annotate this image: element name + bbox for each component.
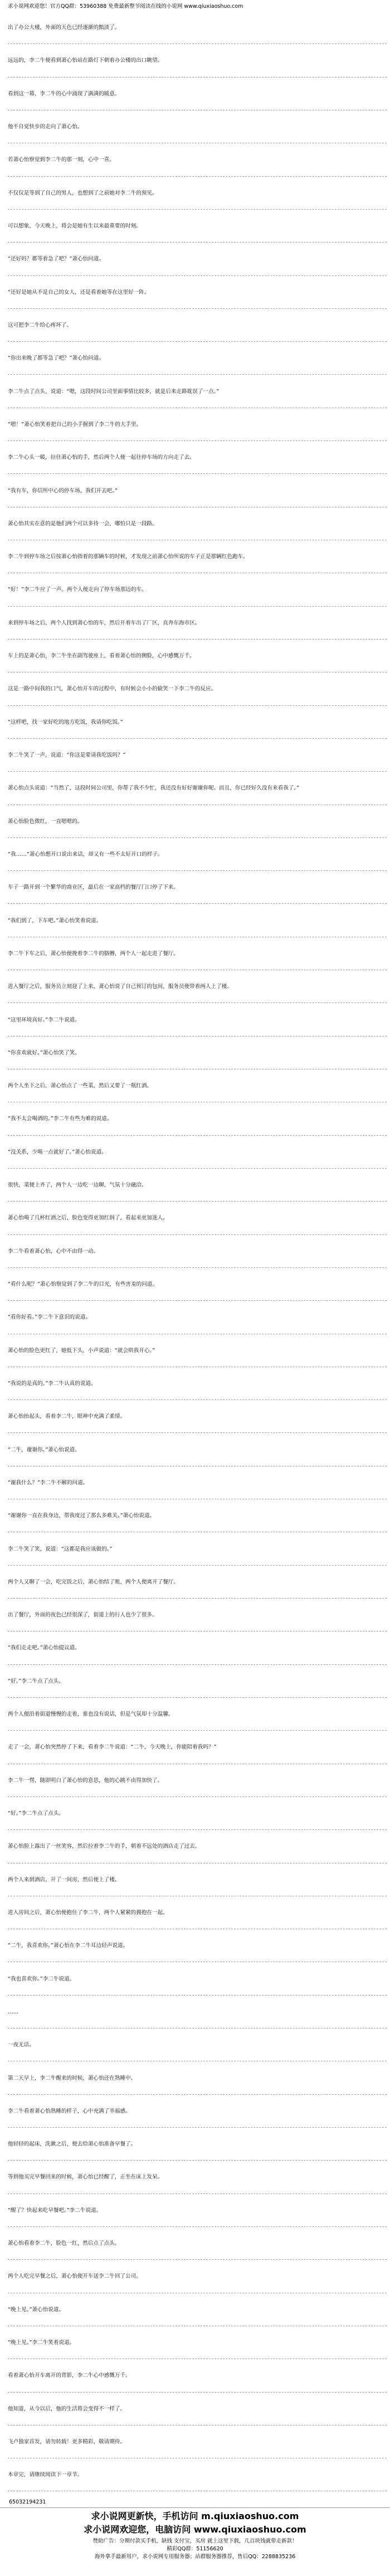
- chapter-paragraph: “还好是她从不是自己的女人，还是看着她等在这里好一阵。: [8, 276, 387, 309]
- chapter-paragraph: 很快，菜便上齐了，两个人一边吃一边聊，气氛十分融洽。: [8, 1169, 387, 1202]
- chapter-paragraph: “我们走走吧。”萧心怡提议道。: [8, 1631, 387, 1664]
- chapter-paragraph: “这里环境真好。”李二牛说道。: [8, 1003, 387, 1036]
- chapter-paragraph: “还好吗？都等着急了吧？”萧心怡问道。: [8, 243, 387, 275]
- chapter-paragraph: 他轻轻的起床，洗漱之后，便去给萧心怡准备早餐了。: [8, 2128, 387, 2161]
- footer-server-ad[interactable]: 海外拿手最新用户，求小说网专用服务器；站群服务器推荐，售后QQ：2288835236: [94, 2554, 296, 2560]
- chapter-paragraph: 进入房间之后，萧心怡便抱住了李二牛，两个人紧紧的拥抱在一起。: [8, 1896, 387, 1929]
- chapter-paragraph: “我们到了，下车吧。”萧心怡笑着说道。: [8, 904, 387, 937]
- chapter-paragraph: “好。”李二牛点了点头。: [8, 1665, 387, 1698]
- chapter-paragraph: “这样吧，找一家好吃的地方吃饭，我请你吃饭。”: [8, 706, 387, 739]
- chapter-paragraph: “二牛，谢谢你。”萧心怡说道。: [8, 1433, 387, 1466]
- chapter-paragraph: 萧心怡喝了几杯红酒之后，脸色变得更加红润了，看起来更加迷人。: [8, 1202, 387, 1234]
- chapter-paragraph: 这可把李二牛给心疼坏了。: [8, 309, 387, 342]
- footer-code: 6503219423​1: [9, 2499, 46, 2505]
- chapter-paragraph: ……: [8, 1996, 387, 2028]
- chapter-paragraph: 这是一路中间我的口气，萧心怡开车的过程中，有时候会小小的偷笑一下李二牛的反应。: [8, 672, 387, 705]
- chapter-paragraph: 他知道，从今以后，他的生活将会变得不一样了。: [8, 2393, 387, 2425]
- chapter-paragraph: 萧心怡脸色微红，一直嗯嗯的。: [8, 805, 387, 838]
- chapter-paragraph: “看什么呢？”萧心怡察觉到了李二牛的目光，有些害羞的问道。: [8, 1268, 387, 1301]
- chapter-paragraph: 萧心怡点头说道：“当然了，这段时间公司里，你帮了我不少忙，我还没有好好谢谢你呢。而且，你已经好久没有来看我了。”: [8, 772, 387, 805]
- chapter-body: [8, 11, 387, 2491]
- chapter-paragraph: 萧心怡看着李二牛，脸色一红，然后点了点头。: [8, 2227, 387, 2260]
- chapter-paragraph: “你喜欢就好。”萧心怡笑了笑。: [8, 1037, 387, 1069]
- chapter-paragraph: 两个人吃完早餐之后，萧心怡便开车送李二牛回了公司。: [8, 2260, 387, 2293]
- chapter-paragraph: 李二牛下车之后，萧心怡便挽着李二牛的胳膊，两个人一起走进了餐厅。: [8, 937, 387, 970]
- chapter-paragraph: 萧心怡脸上露出了一丝笑容，然后拉着李二牛的手，朝着不远处的酒店走了过去。: [8, 1830, 387, 1863]
- chapter-paragraph: “二牛，我喜欢你。”萧心怡在李二牛耳边轻声说道。: [8, 1929, 387, 1962]
- chapter-paragraph: 李二牛看着萧心怡熟睡的样子，心中充满了幸福感。: [8, 2095, 387, 2128]
- footer-mobile-link[interactable]: 求小说网更新快，手机访问 m.qiuxiaoshuo.com: [91, 2511, 299, 2521]
- chapter-paragraph: 不仅仅是等到了自己的男人，也想到了之前她对李二牛的预见。: [8, 177, 387, 210]
- chapter-paragraph: 出了餐厅，外面的夜色已经很深了，街道上的行人也少了很多。: [8, 1599, 387, 1631]
- chapter-paragraph: “我说的是真的。”李二牛认真的说道。: [8, 1367, 387, 1400]
- chapter-paragraph: 一夜无话。: [8, 2028, 387, 2061]
- chapter-paragraph: “好！”李二牛应了一声。两个人便走向了停车场那边的车。: [8, 573, 387, 606]
- footer-qq-group: 精彩QQ群：51156620: [167, 2546, 223, 2552]
- footer-desktop-link[interactable]: 求小说网欢迎您，电脑访问 www.qiuxiaoshuo.com: [84, 2524, 306, 2535]
- chapter-paragraph: 李二牛到停车场之后按萧心怡指着的那辆车的时候，才发现之前萧心怡所说的车子正是那辆红色跑车。: [8, 540, 387, 573]
- chapter-paragraph: 出了办公大楼，外面的天色已经逐渐的黯淡了。: [8, 11, 387, 44]
- chapter-paragraph: 李二牛笑了一声，说道：“你这是要请我吃饭吗？”: [8, 739, 387, 772]
- chapter-paragraph: 萧心怡的脸色更红了，她低下头，小声说道：“就会哄我开心。”: [8, 1334, 387, 1367]
- chapter-paragraph: 进入餐厅之后，服务员立刻迎了上来，萧心怡说了自己预订的包间，服务员便带着两人上了楼。: [8, 970, 387, 1003]
- chapter-paragraph: “我不太会喝酒的。”李二牛有些为难的说道。: [8, 1102, 387, 1135]
- site-banner: 求小说网欢迎您！官方QQ群：53960388 免费最新整节阅读在线的小说网 www.qiuxiaoshuo.com: [8, 3, 243, 9]
- chapter-paragraph: “嗯！”萧心怡笑着把自己的小手握到了李二牛的大手里。: [8, 408, 387, 441]
- chapter-paragraph: 萧心怡抬起头，看着李二牛，眼神中充满了柔情。: [8, 1400, 387, 1433]
- chapter-paragraph: 本章完，请继续阅读下一章节。: [8, 2458, 387, 2491]
- chapter-paragraph: 看着萧心怡开车离开的背影，李二牛心中感慨万千。: [8, 2359, 387, 2392]
- footer: [0, 2497, 390, 2576]
- chapter-paragraph: “谢谢你一直在我身边，帮我度过了那么多难关。”萧心怡说道。: [8, 1499, 387, 1532]
- chapter-paragraph: 第二天早上，李二牛醒来的时候，萧心怡还在熟睡中。: [8, 2061, 387, 2094]
- chapter-paragraph: 他不自觉快步的走向了萧心怡。: [8, 110, 387, 143]
- chapter-paragraph: “晚上见。”萧心怡说道。: [8, 2293, 387, 2326]
- footer-divider: [0, 2507, 390, 2508]
- chapter-paragraph: 两个人坐下之后，萧心怡点了一些菜，然后又要了一瓶红酒。: [8, 1069, 387, 1102]
- chapter-paragraph: 车子一路开到一个繁华的商业区，最后在一家高档的餐厅门口停了下来。: [8, 871, 387, 904]
- chapter-paragraph: 李二牛看着萧心怡，心中不由得一动。: [8, 1235, 387, 1268]
- chapter-paragraph: “晚上见。”李二牛笑着说道。: [8, 2326, 387, 2359]
- footer-ad-text[interactable]: 赞助广告：分期付款买手机，缺钱 支付宝，买房 就上这里下载，几百块钱就带走新款！: [92, 2538, 298, 2544]
- chapter-paragraph: 李二牛笑了笑，说道：“这都是我应该做的。”: [8, 1532, 387, 1565]
- chapter-paragraph: 看到这一幕，李二牛的心中涌现了满满的暖意。: [8, 78, 387, 110]
- chapter-paragraph: 萧心怡其实在意的是他们两个可以多待一会，哪怕只是一段路。: [8, 507, 387, 540]
- chapter-paragraph: “我有车，你信所中心的停车场，我们开去吧。”: [8, 474, 387, 507]
- chapter-paragraph: 远远的，李二牛便看到萧心怡站在路灯下朝着办公楼的出口眺望。: [8, 44, 387, 77]
- chapter-paragraph: 走了一会，萧心怡突然停了下来，看着李二牛说道：“二牛，今天晚上，你能陪着我吗？”: [8, 1731, 387, 1764]
- chapter-paragraph: 等到他买完早餐回来的时候，萧心怡已经醒了，正坐在床上发呆。: [8, 2161, 387, 2194]
- chapter-paragraph: 车上的是萧心怡，李二牛坐在副驾驶座上，看着萧心怡的侧脸，心中感慨万千。: [8, 640, 387, 672]
- chapter-paragraph: “我也喜欢你。”李二牛说道。: [8, 1962, 387, 1995]
- chapter-paragraph: 可以想象，今天晚上，将会是她有生以来最重要的时刻。: [8, 210, 387, 243]
- chapter-paragraph: “醒了？快起来吃早餐吧。”李二牛说道。: [8, 2194, 387, 2227]
- chapter-paragraph: “我……”萧心怡想开口说出来话，却又有一些不太好开口的样子。: [8, 838, 387, 871]
- chapter-paragraph: “好。”李二牛点了点头。: [8, 1797, 387, 1830]
- chapter-paragraph: “你出来晚了都等急了吧？”萧心怡问道。: [8, 342, 387, 375]
- chapter-paragraph: “看你好看。”李二牛下意识的说道。: [8, 1301, 387, 1334]
- chapter-paragraph: 李二牛心头一暖，拉住萧心怡的手，然后两个人便一起往停车场的方向走了去。: [8, 441, 387, 474]
- chapter-paragraph: 两个人便沿着街道慢慢的走着，谁也没有说话，但是气氛却十分温馨。: [8, 1698, 387, 1731]
- chapter-paragraph: 李二牛一愣，随即明白了萧心怡的意思，他的心跳不由得加快了。: [8, 1764, 387, 1797]
- chapter-paragraph: 李二牛点了点头，说道：“嗯，这段时间公司里面事情比较多，就是后来走路耽误了一点。”: [8, 375, 387, 408]
- chapter-paragraph: “没关系，少喝一点就好了。”萧心怡说道。: [8, 1136, 387, 1169]
- chapter-paragraph: 两个人来到酒店，开了一间房，然后便上了楼。: [8, 1863, 387, 1896]
- chapter-paragraph: “谢我什么？”李二牛不解的问道。: [8, 1466, 387, 1499]
- chapter-paragraph: 两个人又聊了一会，吃完饭之后，萧心怡结了账，两个人便离开了餐厅。: [8, 1566, 387, 1599]
- chapter-paragraph: 若萧心怡察觉到李二牛的那一刻，心中一喜。: [8, 143, 387, 176]
- chapter-paragraph: 飞卢独家首发，请勿转载！更多精彩，敬请期待。: [8, 2425, 387, 2458]
- chapter-paragraph: 来到停车场之后，两个人找到萧心怡的车，然后开着车出了厂区，直奔东海市区。: [8, 607, 387, 640]
